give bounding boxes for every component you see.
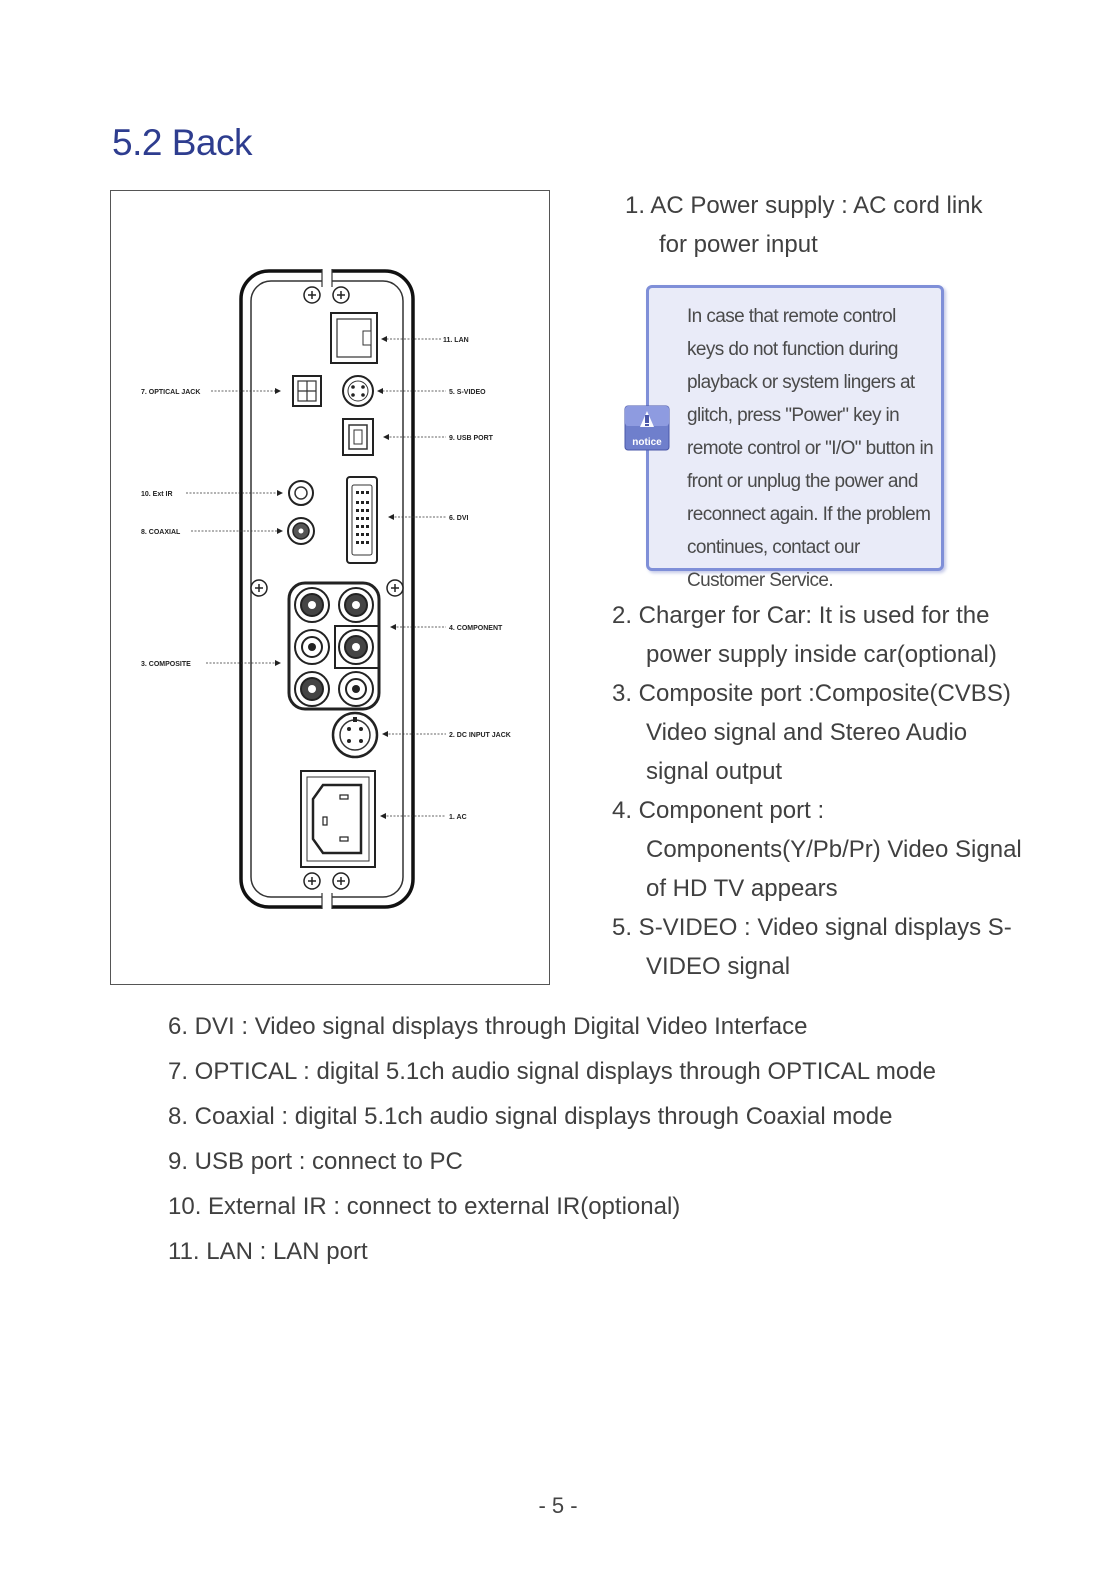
list-item-dvi: 6. DVI : Video signal displays through Digital Video Interface: [168, 1013, 808, 1040]
right-list: [612, 596, 1022, 986]
label-extir: 10. Ext IR: [141, 491, 173, 498]
label-coaxial: 8. COAXIAL: [141, 529, 181, 536]
rca-jack-group: [289, 583, 379, 709]
notice-box: [646, 285, 944, 591]
label-ac: 1. AC: [449, 814, 467, 821]
lan-port-icon: [331, 313, 377, 363]
dvi-port-icon: [347, 477, 377, 563]
notice-text: In case that remote control keys do not function during playback or system lingers at glitch, press "Power" key in remote control or "I/O" button in front or unplug the power and reconnect again. If the problem continues, contact our Customer Service.: [687, 306, 934, 591]
notice-icon-label: notice: [632, 437, 662, 448]
label-dvi: 6. DVI: [449, 515, 469, 522]
page-number: - 5 -: [538, 1493, 578, 1518]
coaxial-jack-icon: [288, 518, 314, 544]
ext-ir-jack-icon: [289, 481, 313, 505]
label-dcinput: 2. DC INPUT JACK: [449, 732, 511, 739]
label-lan: 11. LAN: [443, 337, 469, 344]
usb-port-icon: [343, 419, 373, 455]
section-title: 5.2 Back: [112, 122, 252, 163]
optical-jack-icon: [293, 376, 321, 406]
list-item-optical: 7. OPTICAL : digital 5.1ch audio signal displays through OPTICAL mode: [168, 1058, 936, 1085]
label-component: 4. COMPONENT: [449, 625, 503, 632]
list-item-usb: 9. USB port : connect to PC: [168, 1148, 463, 1175]
list-item-lan: 11. LAN : LAN port: [168, 1238, 368, 1265]
back-panel-diagram: [110, 190, 550, 985]
notice-icon: [624, 405, 670, 451]
list-item-svideo: 5. S-VIDEO : Video signal displays S-VIDEO signal: [612, 914, 1012, 980]
list-item-composite: 3. Composite port :Composite(CVBS) Video signal and Stereo Audio signal output: [612, 680, 1011, 785]
label-svideo: 5. S-VIDEO: [449, 389, 486, 396]
list-item-component: 4. Component port : Components(Y/Pb/Pr) Video Signal of HD TV appears: [612, 797, 1022, 902]
ac-inlet-icon: [301, 771, 375, 867]
label-composite: 3. COMPOSITE: [141, 661, 191, 668]
list-item-coaxial: 8. Coaxial : digital 5.1ch audio signal displays through Coaxial mode: [168, 1103, 893, 1130]
label-optical: 7. OPTICAL JACK: [141, 389, 201, 396]
bottom-list: [168, 1004, 1048, 1274]
list-item-ac-power: 1. AC Power supply : AC cord link for power input: [625, 192, 983, 258]
dc-input-jack-icon: [333, 713, 377, 757]
list-item-charger: 2. Charger for Car: It is used for the power supply inside car(optional): [612, 602, 997, 668]
label-usb: 9. USB PORT: [449, 435, 493, 442]
list-item-ext-ir: 10. External IR : connect to external IR(optional): [168, 1193, 681, 1220]
svideo-port-icon: [343, 376, 373, 406]
back-panel-illustration: [111, 191, 551, 986]
